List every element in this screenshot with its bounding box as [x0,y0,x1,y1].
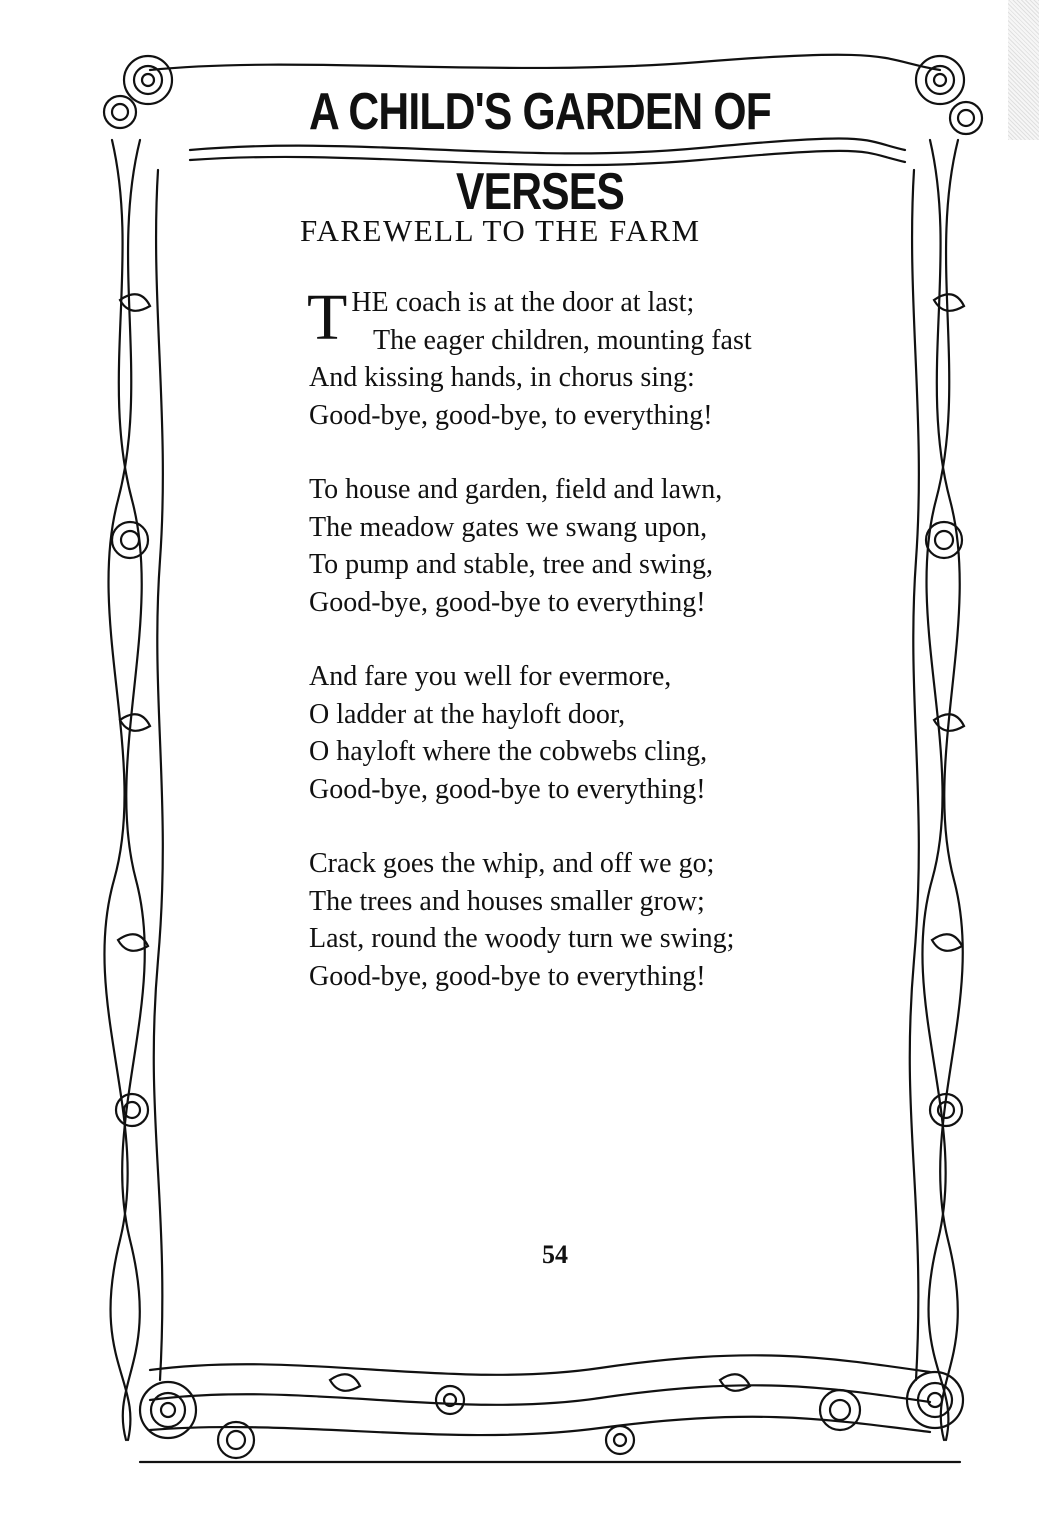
drop-cap: T [307,281,348,354]
poem-line: Good-bye, good-bye to everything! [309,586,706,618]
poem-body [307,281,829,1032]
poem-line: To pump and stable, tree and swing, [309,549,713,580]
poem-line: To house and garden, field and lawn, [309,474,723,505]
poem-line: Last, round the woody turn we swing; [309,923,735,954]
stanza [309,471,829,621]
poem-line: And fare you well for evermore, [309,661,672,692]
poem-line: HE coach is at the door at last; [351,287,695,318]
book-title: A CHILD'S GARDEN OF VERSES [308,83,772,221]
poem-line: The trees and houses smaller grow; [309,885,705,917]
stanza [309,658,829,808]
poem-line: The meadow gates we swang upon, [309,511,708,543]
page-number: 54 [542,1240,568,1269]
poem-line: Good-bye, good-bye to everything! [309,960,706,992]
poem-line: And kissing hands, in chorus sing: [309,362,695,393]
poem-line: O hayloft where the cobwebs cling, [309,736,708,767]
poem-line: Good-bye, good-bye, to everything! [309,399,713,431]
poem-line: O ladder at the hayloft door, [309,698,626,730]
stanza [307,281,829,434]
poem-line: Good-bye, good-bye to everything! [309,773,706,805]
stanza [309,845,829,995]
poem-line: The eager children, mounting fast [373,324,752,356]
poem-line: Crack goes the whip, and off we go; [309,848,715,879]
poem-title: FAREWELL TO THE FARM [300,213,701,248]
